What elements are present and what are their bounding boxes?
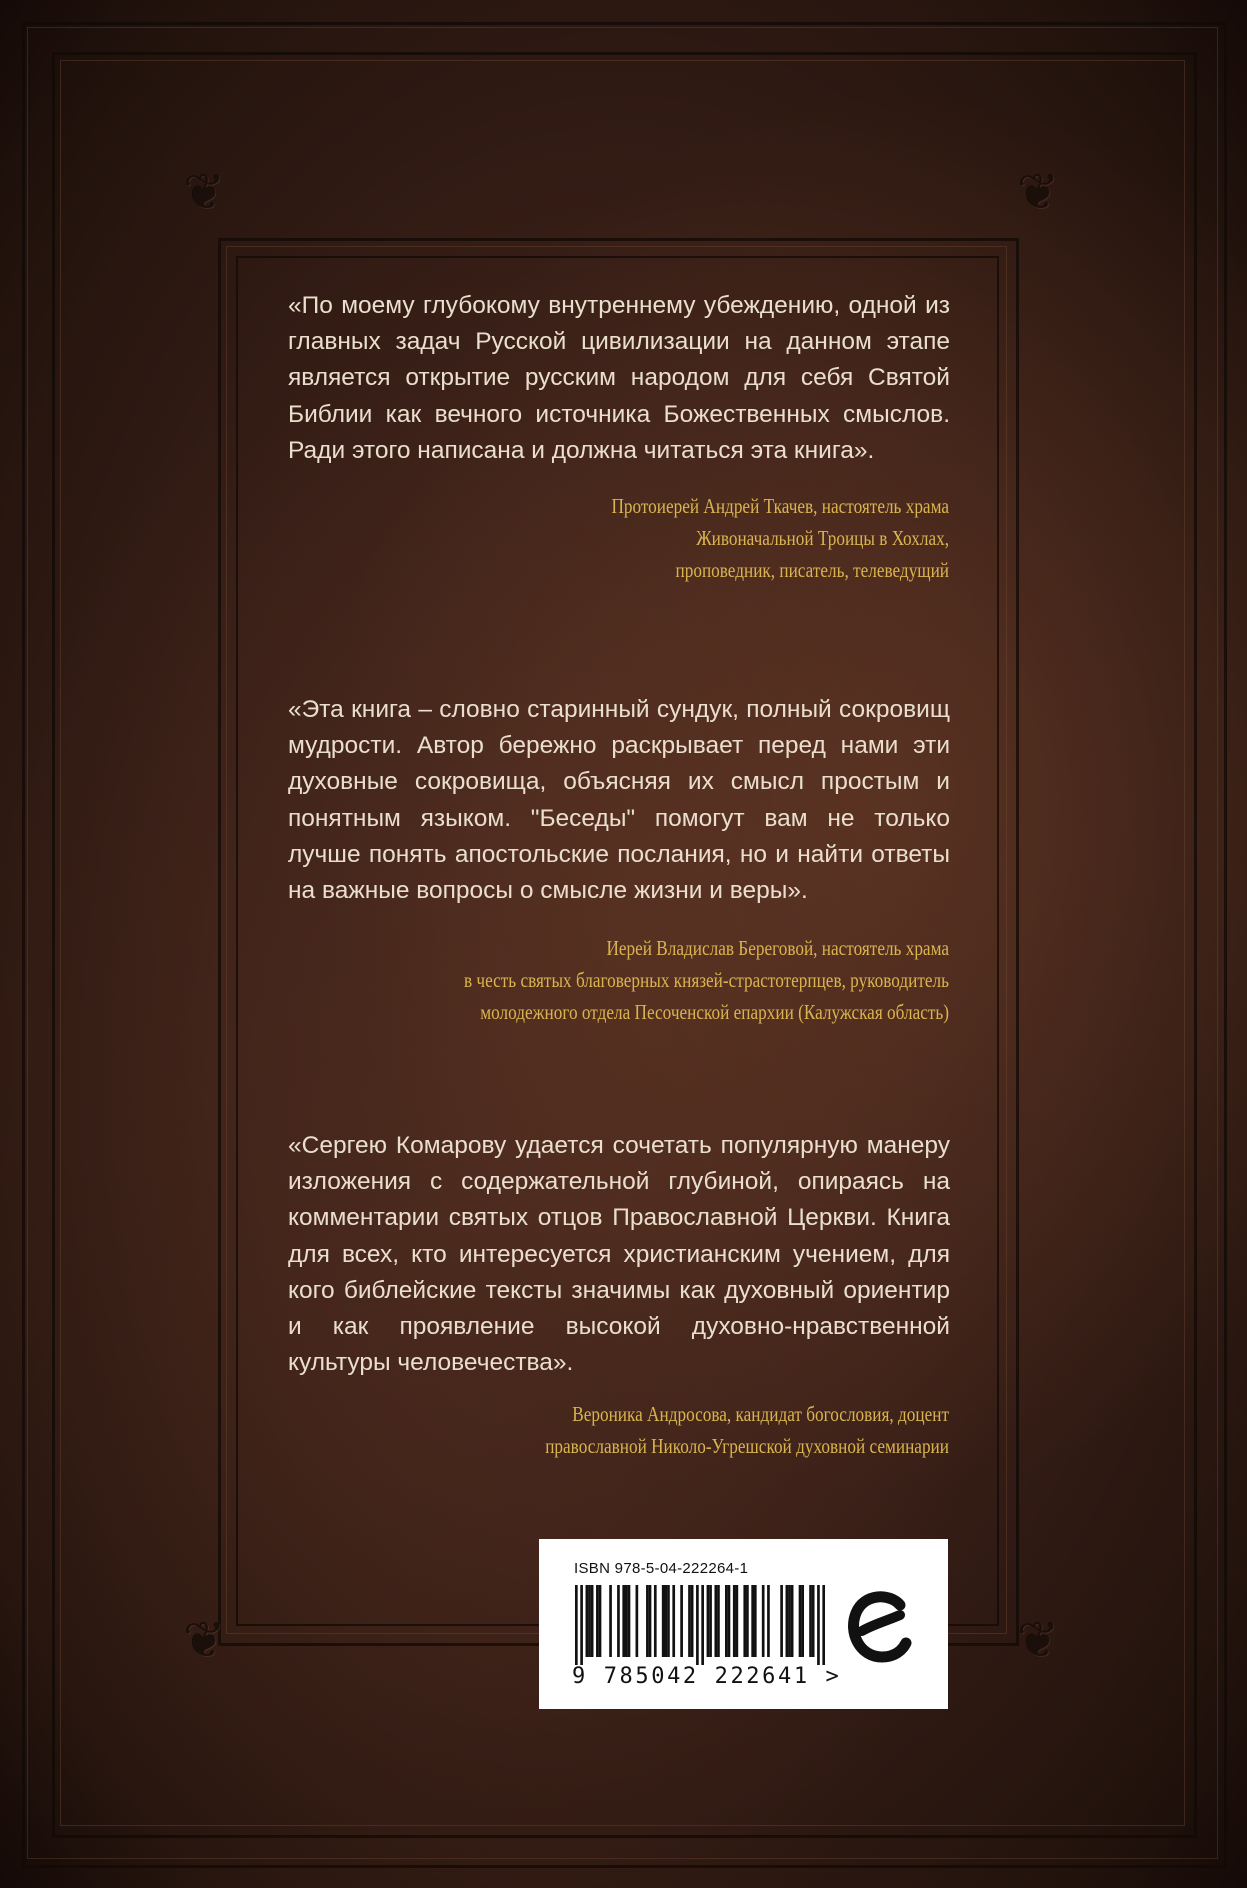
barcode-bar	[799, 1585, 802, 1657]
attribution-line: Вероника Андросова, кандидат богословия, доцент	[572, 1402, 949, 1426]
barcode-bar	[736, 1585, 739, 1657]
barcode-bar	[701, 1585, 704, 1665]
barcode-bar	[588, 1585, 591, 1657]
barcode-bar	[714, 1585, 717, 1657]
fleuron-icon: ❦	[183, 163, 225, 221]
barcode-bar	[717, 1585, 720, 1657]
isbn-label: ISBN 978-5-04-222264-1	[574, 1560, 749, 1577]
barcode-bar	[809, 1585, 812, 1657]
barcode-bar	[743, 1585, 746, 1657]
barcode-panel	[539, 1539, 948, 1709]
barcode-bar	[728, 1585, 731, 1657]
barcode-bar	[733, 1585, 736, 1657]
barcode-bar	[812, 1585, 815, 1657]
attribution-line: православной Николо-Угрешской духовной семинарии	[545, 1434, 949, 1458]
barcode-bar	[580, 1585, 583, 1665]
barcode-bar	[801, 1585, 804, 1657]
barcode-bar	[822, 1585, 825, 1665]
barcode-bar	[654, 1585, 657, 1657]
barcode-bar	[680, 1585, 683, 1657]
barcode-bar	[649, 1585, 652, 1657]
review-attribution-1	[375, 490, 949, 586]
attribution-line: Протоиерей Андрей Ткачев, настоятель храма	[611, 494, 949, 518]
barcode-bar	[628, 1585, 631, 1657]
attribution-line: Живоначальной Троицы в Хохлах,	[696, 526, 949, 550]
attribution-line: Иерей Владислав Береговой, настоятель храма	[606, 936, 949, 960]
barcode-bar	[696, 1585, 699, 1665]
barcode-bar	[662, 1585, 665, 1657]
barcode-bar	[591, 1585, 594, 1657]
barcode-bar	[691, 1585, 694, 1657]
barcode-bar	[767, 1585, 770, 1657]
barcode-bar	[746, 1585, 749, 1657]
barcode-bar	[751, 1585, 754, 1657]
fleuron-icon: ❦	[1017, 163, 1059, 221]
barcode-bar	[625, 1585, 628, 1657]
review-attribution-3	[375, 1398, 949, 1462]
barcode-digits: 9 785042 222641 >	[572, 1664, 842, 1689]
review-attribution-2	[375, 932, 949, 1028]
barcode-bar	[709, 1585, 712, 1657]
attribution-line: молодежного отдела Песоченской епархии (Калужская область)	[480, 1000, 949, 1024]
review-quote-1: «По моему глубокому внутреннему убеждению, одной из главных задач Русской цивилизации на данном этапе является открытие русским народом для себя Святой Библии как вечного источника Божественных смыслов. Ради этого написана и должна читаться эта книга».	[288, 292, 950, 464]
review-quote-2: «Эта книга – словно старинный сундук, полный сокровищ мудрости. Автор бережно раскрывает перед нами эти духовные сокровища, объясняя их смысл простым и понятным языком. "Беседы" помогут вам не только лучше понять апостольские послания, но и найти ответы на важные вопросы о смысле жизни и веры».	[288, 696, 950, 905]
barcode-bar	[586, 1585, 589, 1657]
barcode-bar	[688, 1585, 691, 1657]
barcode-bar	[707, 1585, 710, 1657]
barcode-bar	[672, 1585, 675, 1657]
fleuron-icon: ❦	[1017, 1611, 1059, 1669]
barcode-bar	[725, 1585, 728, 1657]
barcode-bar	[788, 1585, 791, 1657]
barcode-bar	[646, 1585, 649, 1657]
barcode-bar	[575, 1585, 578, 1665]
barcode-bar	[609, 1585, 612, 1657]
barcode-bar	[617, 1585, 620, 1657]
barcode-bar	[762, 1585, 765, 1657]
barcode-bar	[754, 1585, 757, 1657]
attribution-line: проповедник, писатель, телеведущий	[675, 558, 949, 582]
barcode-bar	[636, 1585, 639, 1657]
fleuron-icon: ❦	[183, 1611, 225, 1669]
barcode-bar	[622, 1585, 625, 1657]
eksmo-logo-icon	[842, 1585, 916, 1675]
barcode-bar	[599, 1585, 602, 1657]
barcode-bar	[791, 1585, 794, 1657]
barcode-bar	[596, 1585, 599, 1657]
barcode-bar	[786, 1585, 789, 1657]
barcode	[575, 1585, 825, 1665]
review-quote-3: «Сергею Комарову удается сочетать популярную манеру изложения с содержательной глубиной, опираясь на комментарии святых отцов Православной Церкви. Книга для всех, кто интересуется христианским учением, для кого библейские тексты значимы как духовный ориентир и как проявление высокой духовно-нравственной культуры человечества».	[288, 1132, 950, 1377]
barcode-bar	[664, 1585, 667, 1657]
barcode-bar	[667, 1585, 670, 1657]
barcode-bar	[817, 1585, 820, 1665]
attribution-line: в честь святых благоверных князей-страстотерпцев, руководитель	[463, 968, 949, 992]
barcode-bar	[780, 1585, 783, 1657]
